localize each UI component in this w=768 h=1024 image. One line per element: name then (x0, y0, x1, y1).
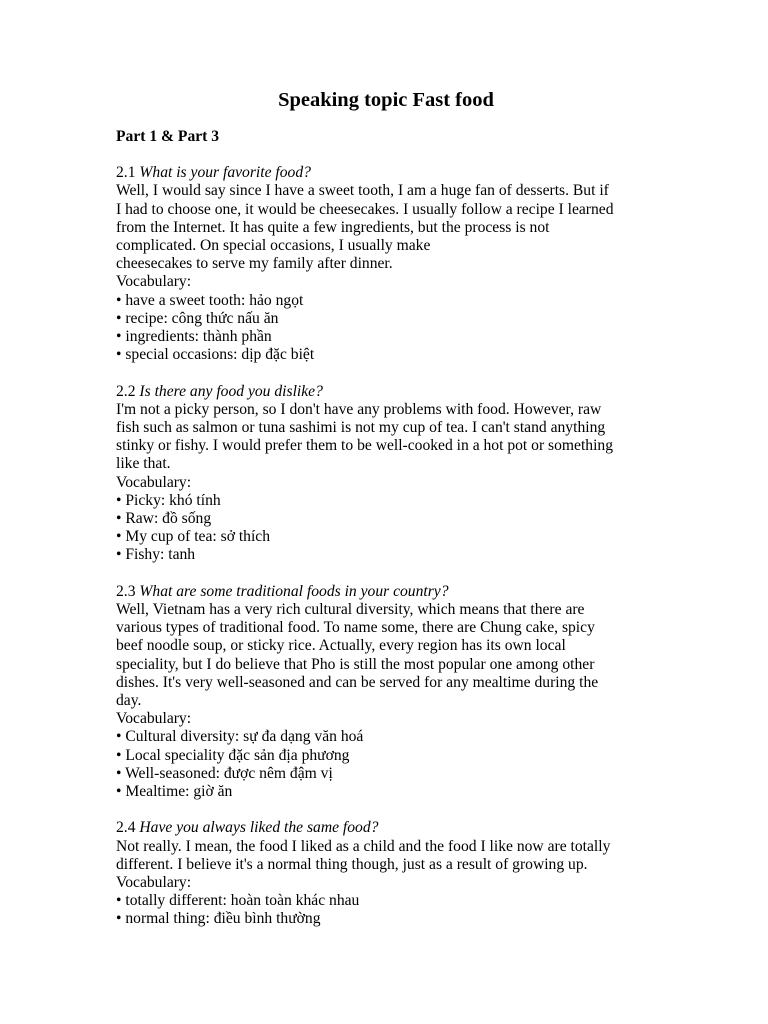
question-text: Have you always liked the same food? (139, 819, 379, 837)
question-line (116, 164, 656, 182)
answer-line: like that. (116, 455, 171, 473)
answer-line: various types of traditional food. To name some, there are Chung cake, spicy (116, 619, 595, 637)
vocabulary-item: • special occasions: dịp đặc biệt (116, 346, 315, 364)
vocabulary-item: • have a sweet tooth: hảo ngọt (116, 291, 304, 309)
answer-line: day. (116, 692, 142, 710)
part-heading: Part 1 & Part 3 (116, 128, 220, 145)
vocabulary-item: • My cup of tea: sở thích (116, 528, 271, 546)
question-number: 2.1 (116, 164, 136, 182)
question-number: 2.3 (116, 582, 136, 600)
answer-line: I'm not a picky person, so I don't have any problems with food. However, raw (116, 400, 602, 418)
answer-line: different. I believe it's a normal thing though, just as a result of growing up. (116, 855, 588, 873)
vocabulary-item: • Raw: đồ sống (116, 510, 212, 528)
question-number: 2.4 (116, 819, 136, 837)
answer-line: I had to choose one, it would be cheesecakes. I usually follow a recipe I learned (116, 200, 614, 218)
question-block (116, 164, 656, 364)
answer-line: beef noodle soup, or sticky rice. Actually, every region has its own local (116, 637, 566, 655)
document-page (116, 86, 656, 947)
vocabulary-label: Vocabulary: (116, 473, 192, 491)
question-line (116, 819, 656, 837)
answer-line: Well, Vietnam has a very rich cultural diversity, which means that there are (116, 601, 585, 619)
question-block (116, 583, 656, 801)
answer-line: cheesecakes to serve my family after dinner. (116, 255, 393, 273)
vocabulary-item: • Cultural diversity: sự đa dạng văn hoá (116, 728, 364, 746)
vocabulary-item: • Local speciality đặc sản địa phương (116, 746, 350, 764)
vocabulary-item: • Well-seasoned: được nêm đậm vị (116, 764, 333, 782)
answer-line: Not really. I mean, the food I liked as a child and the food I like now are totally (116, 837, 611, 855)
question-line (116, 383, 656, 401)
document-title: Speaking topic Fast food (278, 89, 494, 111)
answer-line: fish such as salmon or tuna sashimi is not my cup of tea. I can't stand anything (116, 419, 606, 437)
question-number: 2.2 (116, 382, 136, 400)
question-text: What are some traditional foods in your country? (139, 582, 449, 600)
answer-line: dishes. It's very well-seasoned and can be served for any mealtime during the (116, 673, 599, 691)
question-block (116, 383, 656, 565)
question-text: Is there any food you dislike? (139, 382, 323, 400)
answer-line: complicated. On special occasions, I usually make (116, 237, 431, 255)
question-text: What is your favorite food? (139, 164, 311, 182)
vocabulary-item: • normal thing: điều bình thường (116, 910, 321, 928)
vocabulary-item: • totally different: hoàn toàn khác nhau (116, 892, 360, 910)
vocabulary-item: • Fishy: tanh (116, 546, 196, 564)
vocabulary-item: • ingredients: thành phần (116, 328, 272, 346)
vocabulary-item: • recipe: công thức nấu ăn (116, 309, 279, 327)
answer-line: stinky or fishy. I would prefer them to be well-cooked in a hot pot or something (116, 437, 614, 455)
answer-line: speciality, but I do believe that Pho is still the most popular one among other (116, 655, 595, 673)
vocabulary-item: • Mealtime: giờ ăn (116, 783, 233, 801)
answer-line: Well, I would say since I have a sweet tooth, I am a huge fan of desserts. But if (116, 182, 609, 200)
answer-line: from the Internet. It has quite a few ingredients, but the process is not (116, 218, 550, 236)
question-line (116, 583, 656, 601)
vocabulary-item: • Picky: khó tính (116, 491, 221, 509)
vocabulary-label: Vocabulary: (116, 874, 192, 892)
question-block (116, 819, 656, 928)
vocabulary-label: Vocabulary: (116, 273, 192, 291)
vocabulary-label: Vocabulary: (116, 710, 192, 728)
